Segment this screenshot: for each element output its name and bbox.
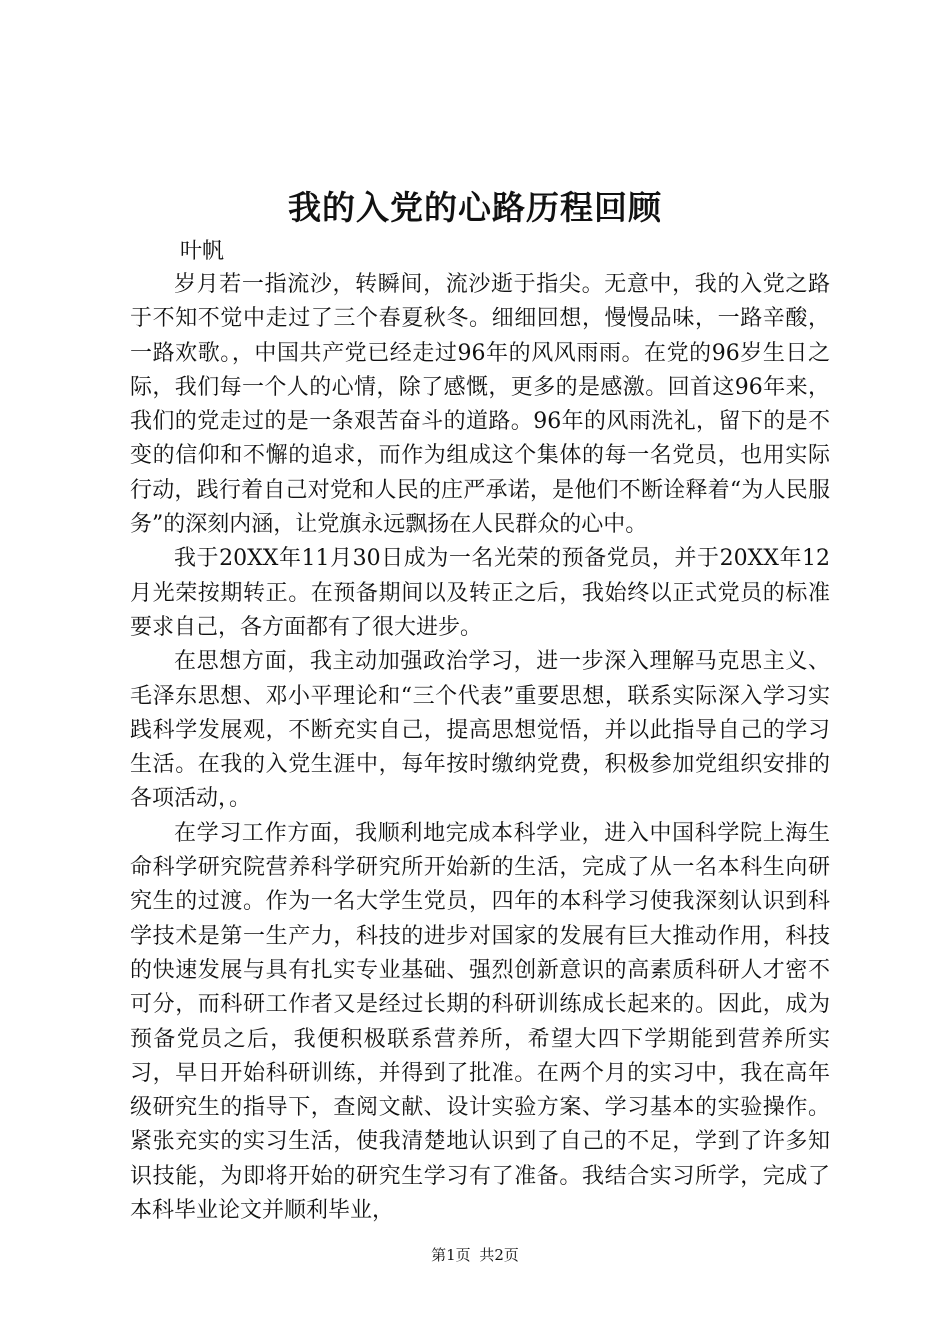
document-body [130, 268, 830, 1228]
page-number-current: 第1页 [431, 1246, 471, 1264]
paragraph: 在学习工作方面，我顺利地完成本科学业，进入中国科学院上海生命科学研究院营养科学研究所开始新的生活，完成了从一名本科生向研究生的过渡。作为一名大学生党员，四年的本科学习使我深刻认识到科学技术是第一生产力，科技的进步对国家的发展有巨大推动作用，科技的快速发展与具有扎实专业基础、强烈创新意识的高素质科研人才密不可分，而科研工作者又是经过长期的科研训练成长起来的。因此，成为预备党员之后，我便积极联系营养所，希望大四下学期能到营养所实习，早日开始科研训练，并得到了批准。在两个月的实习中，我在高年级研究生的指导下，查阅文献、设计实验方案、学习基本的实验操作。紧张充实的实习生活，使我清楚地认识到了自己的不足，学到了许多知识技能，为即将开始的研究生学习有了准备。我结合实习所学，完成了本科毕业论文并顺利毕业， [130, 820, 830, 1224]
paragraph: 岁月若一指流沙，转瞬间，流沙逝于指尖。无意中，我的入党之路于不知不觉中走过了三个春夏秋冬。细细回想，慢慢品味，一路辛酸，一路欢歌。，中国共产党已经走过96年的风风雨雨。在党的96岁生日之际，我们每一个人的心情，除了感慨，更多的是感激。回首这96年来，我们的党走过的是一条艰苦奋斗的道路。96年的风雨洗礼，留下的是不变的信仰和不懈的追求，而作为组成这个集体的每一名党员，也用实际行动，践行着自己对党和人民的庄严承诺，是他们不断诠释着“为人民服务”的深刻内涵，让党旗永远飘扬在人民群众的心中。 [130, 272, 830, 538]
page-number-total: 共2页 [479, 1246, 519, 1264]
document-title: 我的入党的心路历程回顾 [288, 188, 662, 227]
page-footer [0, 1244, 950, 1266]
author-name: 叶帆 [180, 239, 225, 264]
paragraph: 我于20XX年11月30日成为一名光荣的预备党员，并于20XX年12月光荣按期转正。在预备期间以及转正之后，我始终以正式党员的标准要求自己，各方面都有了很大进步。 [130, 546, 830, 640]
paragraph: 在思想方面，我主动加强政治学习，进一步深入理解马克思主义、毛泽东思想、邓小平理论和“三个代表”重要思想，联系实际深入学习实践科学发展观，不断充实自己，提高思想觉悟，并以此指导自己的学习生活。在我的入党生涯中，每年按时缴纳党费，积极参加党组织安排的各项活动，。 [130, 649, 830, 812]
